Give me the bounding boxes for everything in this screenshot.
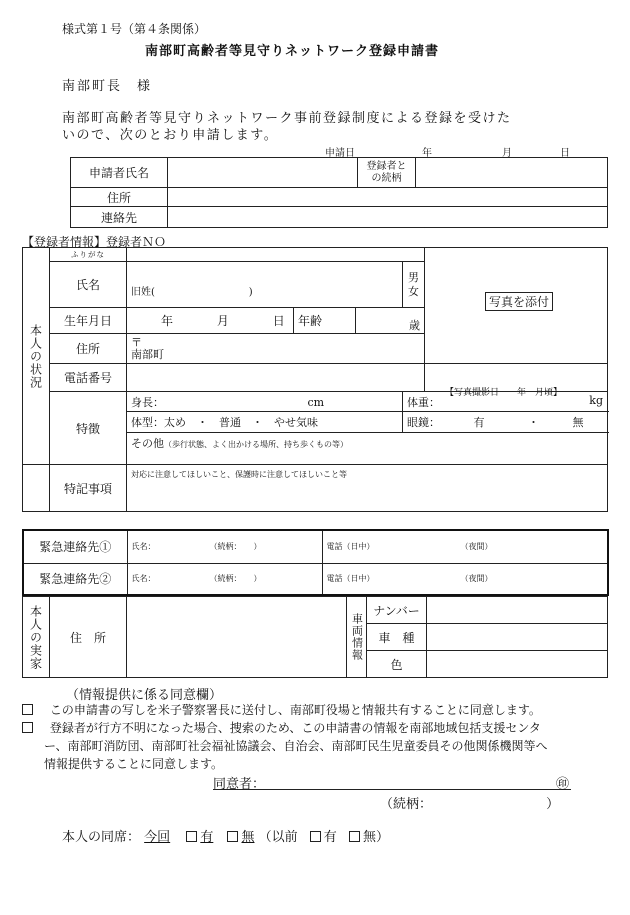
emergency-1-phone[interactable]: 電話（日中） （夜間）	[322, 530, 608, 563]
consent-heading: （情報提供に係る同意欄）	[66, 688, 223, 703]
relation-label: 登録者と の続柄	[358, 158, 416, 188]
signer-relation[interactable]: （続柄： ）	[380, 797, 560, 812]
consent-item-2: 登録者が行方不明になった場合、捜索のため、この申請書の情報を南部地域包括支援センタ	[22, 719, 541, 736]
age-label: 年齢	[294, 308, 356, 334]
vehicle-number-field[interactable]	[427, 597, 608, 624]
addressee: 南部町長 様	[62, 79, 153, 94]
vehicle-label: 車両情報	[347, 597, 367, 678]
notes-field[interactable]: 対応に注意してほしいこと、保護時に注意してほしいこと等	[127, 465, 608, 512]
attendance-no-2[interactable]: 無）	[349, 830, 389, 845]
photo-area[interactable]	[425, 248, 608, 398]
registrant-name-field[interactable]: 旧姓( )	[127, 262, 403, 308]
birth-label: 生年月日	[50, 308, 127, 334]
intro-line-1: 南部町高齢者等見守りネットワーク事前登録制度による登録を受けた	[62, 111, 512, 126]
furigana-field[interactable]	[127, 248, 425, 262]
signer-label: 同意者：	[213, 777, 266, 792]
form-number: 様式第１号（第４条関係）	[62, 22, 207, 36]
emergency-table	[22, 529, 609, 596]
emergency-2-phone[interactable]: 電話（日中） （夜間）	[322, 563, 608, 595]
vehicle-color-field[interactable]	[427, 651, 608, 678]
relation-field[interactable]	[416, 158, 608, 188]
other-field[interactable]: その他（歩行状態、よく出かける場所、持ち歩くもの等）	[127, 433, 608, 465]
seal-mark: ㊞	[555, 777, 569, 792]
family-home-address-field[interactable]	[127, 597, 347, 678]
applicant-contact-field[interactable]	[168, 207, 608, 228]
sex-options[interactable]: 男 女	[403, 262, 425, 308]
height-field[interactable]: 身長： cm	[127, 392, 403, 412]
attendance-this-time: 今回	[144, 830, 171, 845]
applicant-name-label: 申請者氏名	[71, 158, 168, 188]
vehicle-model-field[interactable]	[427, 624, 608, 651]
birth-field[interactable]: 年 月 日	[127, 308, 294, 334]
attendance-no-1[interactable]: 無	[227, 830, 254, 845]
photo-label: 写真を添付	[485, 292, 553, 311]
consent-1-checkbox[interactable]	[22, 704, 33, 715]
signer-line[interactable]	[213, 773, 571, 790]
emergency-2-name[interactable]: 氏名： （続柄： ）	[127, 563, 322, 595]
date-label: 申請日	[325, 148, 355, 159]
vehicle-model-label: 車 種	[367, 624, 427, 651]
registrant-side-label: 本人の状況	[23, 248, 50, 465]
applicant-address-label: 住所	[71, 188, 168, 207]
applicant-contact-label: 連絡先	[71, 207, 168, 228]
registrant-header: 【登録者情報】登録者ＮＯ	[22, 235, 167, 249]
consent-item-2-line-3: 情報提供することに同意します。	[44, 757, 224, 771]
phone-field[interactable]	[127, 364, 425, 392]
age-field[interactable]: 歳	[356, 308, 425, 334]
emergency-1-name[interactable]: 氏名： （続柄： ）	[127, 530, 322, 563]
family-home-side-label: 本人の実家	[23, 597, 50, 678]
phone-label: 電話番号	[50, 364, 127, 392]
applicant-address-field[interactable]	[168, 188, 608, 207]
photo-date: 【写真撮影日 年 月頃】	[445, 388, 563, 398]
attendance-yes-2[interactable]: 有	[310, 830, 337, 845]
glasses-field[interactable]: 眼鏡： 有 ・ 無	[403, 412, 608, 433]
intro-line-2: いので、次のとおり申請します。	[62, 128, 279, 143]
date-day: 日	[560, 148, 570, 159]
notes-label: 特記事項	[50, 465, 127, 512]
emergency-2-label: 緊急連絡先②	[23, 563, 127, 595]
applicant-name-field[interactable]	[168, 158, 358, 188]
consent-item-1: この申請書の写しを米子警察署長に送付し、南部町役場と情報共有することに同意します。	[22, 701, 541, 718]
registrant-name-label: 氏名	[50, 262, 127, 308]
body-type-field[interactable]: 体型：太め ・ 普通 ・ やせ気味	[127, 412, 403, 433]
vehicle-color-label: 色	[367, 651, 427, 678]
attendance-row: 本人の同席： 今回 有 無 （以前 有 無）	[62, 830, 389, 845]
registrant-table	[22, 247, 608, 512]
address-field[interactable]: 〒 南部町	[127, 334, 425, 364]
form-title: 南部町高齢者等見守りネットワーク登録申請書	[145, 44, 440, 59]
weight-field[interactable]: 体重： kg	[403, 392, 608, 412]
date-year: 年	[422, 148, 432, 159]
date-month: 月	[502, 148, 512, 159]
family-home-table	[22, 596, 608, 678]
address-label: 住所	[50, 334, 127, 364]
consent-item-2-line-2: ー、南部町消防団、南部町社会福祉協議会、自治会、南部町民生児童委員その他関係機関等へ	[44, 739, 548, 753]
applicant-table	[70, 157, 608, 228]
attendance-yes-1[interactable]: 有	[186, 830, 213, 845]
features-label: 特徴	[50, 392, 127, 465]
consent-2-checkbox[interactable]	[22, 722, 33, 733]
family-home-address-label: 住 所	[50, 597, 127, 678]
vehicle-number-label: ナンバー	[367, 597, 427, 624]
furigana-label: ふりがな	[50, 248, 127, 262]
emergency-1-label: 緊急連絡先①	[23, 530, 127, 563]
